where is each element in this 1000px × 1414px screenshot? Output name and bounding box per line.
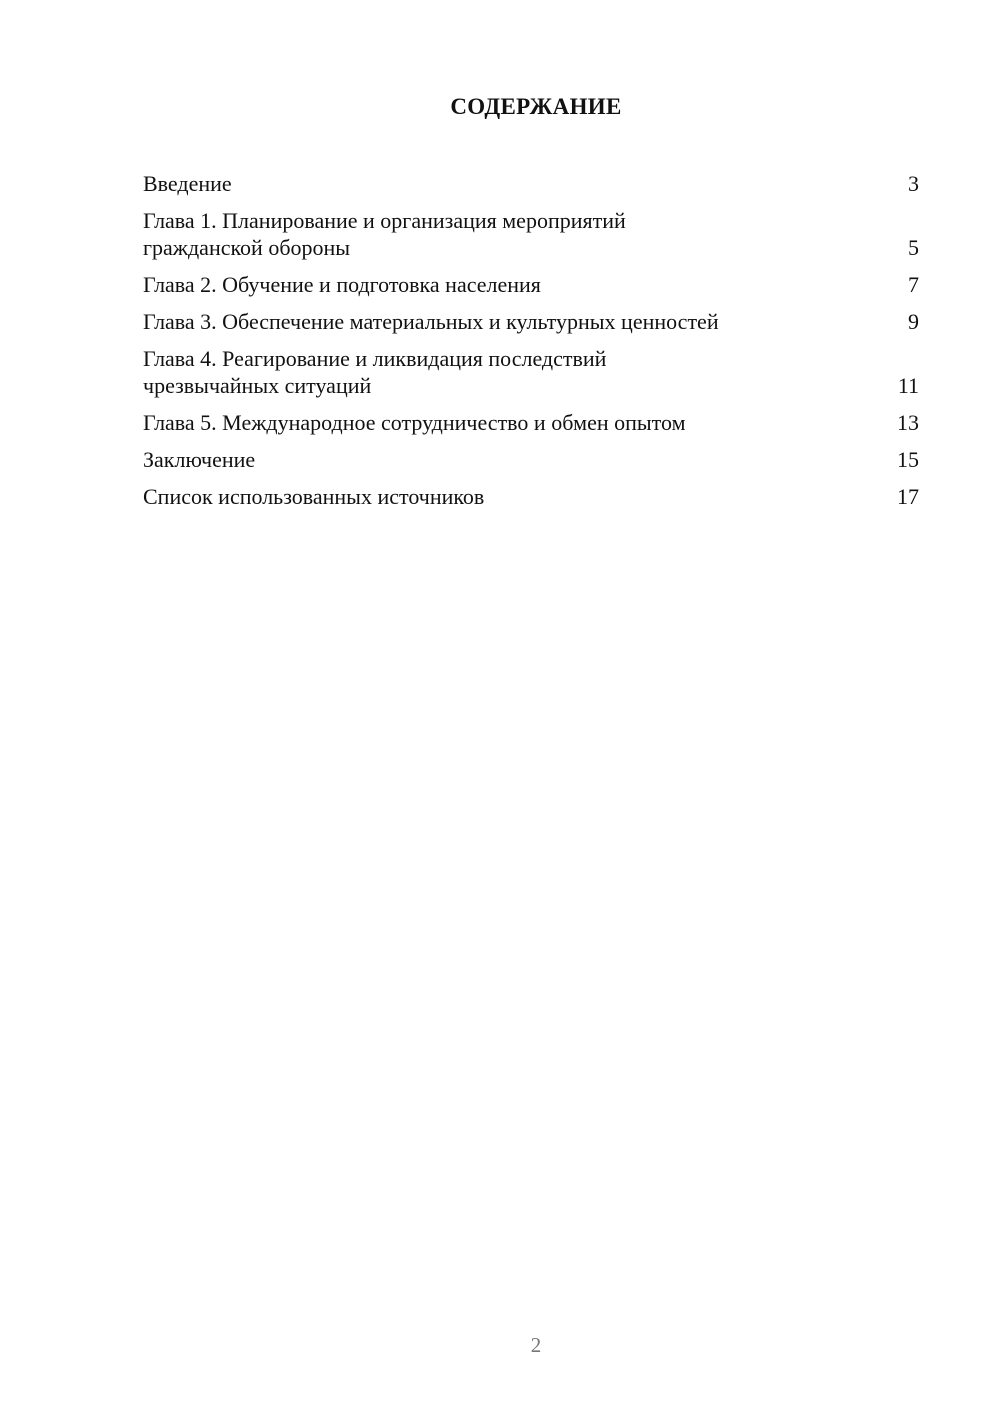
toc-entry-text <box>143 483 919 510</box>
page-title: СОДЕРЖАНИЕ <box>450 94 622 119</box>
toc-entry-line: Глава 1. Планирование и организация мероприятий <box>143 208 626 233</box>
toc-entry-chapter-1 <box>143 207 919 261</box>
toc-entry-references <box>143 483 919 510</box>
table-of-contents <box>143 170 919 520</box>
toc-entry-line: Глава 4. Реагирование и ликвидация последствий <box>143 346 607 371</box>
toc-entry-line: Список использованных источников <box>143 484 485 509</box>
toc-entry-conclusion <box>143 446 919 473</box>
toc-entry-line: Глава 3. Обеспечение материальных и культурных ценностей <box>143 309 719 334</box>
toc-entry-page: 5 <box>908 235 919 260</box>
toc-entry-text <box>143 345 919 399</box>
toc-entry-line: Заключение <box>143 447 256 472</box>
toc-entry-page: 3 <box>908 171 919 196</box>
toc-entry-chapter-2 <box>143 271 919 298</box>
toc-entry-text <box>143 271 919 298</box>
toc-entry-text <box>143 308 919 335</box>
toc-entry-line: Введение <box>143 171 232 196</box>
toc-entry-line: Глава 5. Международное сотрудничество и обмен опытом <box>143 410 686 435</box>
toc-entry-text <box>143 170 919 197</box>
toc-entry-page: 9 <box>908 309 919 334</box>
toc-entry-line: Глава 2. Обучение и подготовка населения <box>143 272 541 297</box>
toc-entry-text <box>143 409 919 436</box>
toc-entry-text <box>143 207 919 261</box>
toc-entry-page: 17 <box>897 484 919 509</box>
toc-entry-page: 13 <box>897 410 919 435</box>
toc-entry-page: 15 <box>897 447 919 472</box>
toc-entry-line: гражданской обороны <box>143 235 351 260</box>
toc-entry-line: чрезвычайных ситуаций <box>143 373 372 398</box>
toc-entry-chapter-5 <box>143 409 919 436</box>
toc-entry-page: 7 <box>908 272 919 297</box>
toc-entry-chapter-3 <box>143 308 919 335</box>
toc-entry-chapter-4 <box>143 345 919 399</box>
page-number: 2 <box>530 1333 542 1357</box>
toc-entry-introduction <box>143 170 919 197</box>
toc-entry-text <box>143 446 919 473</box>
toc-entry-page: 11 <box>897 373 919 398</box>
